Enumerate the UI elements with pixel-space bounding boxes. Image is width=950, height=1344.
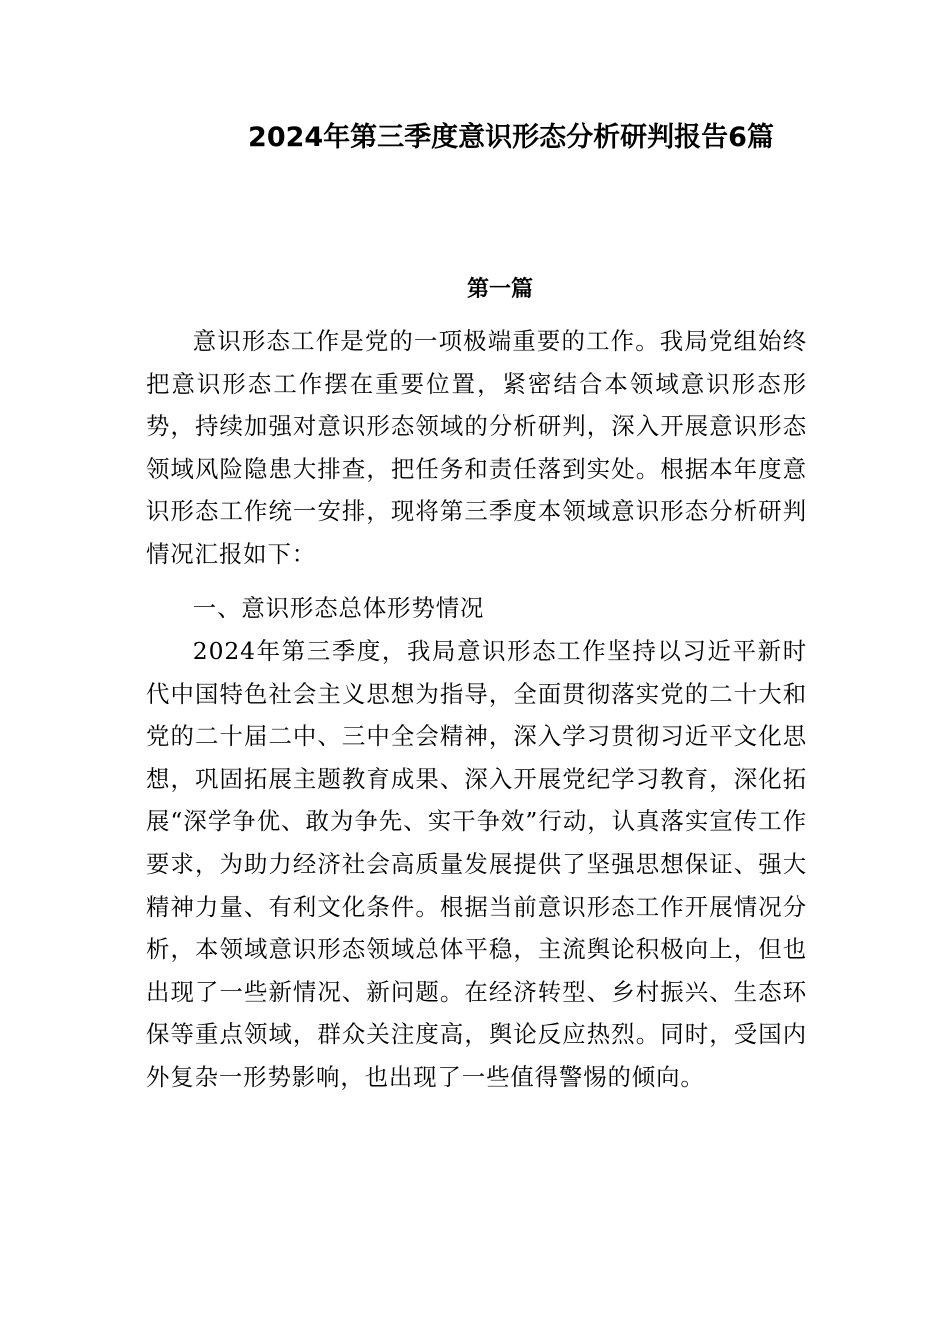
heading-block [146, 587, 807, 630]
intro-paragraph: 意识形态工作是党的一项极端重要的工作。我局党组始终把意识形态工作摆在重要位置，紧密结合本领域意识形态形势，持续加强对意识形态领域的分析研判，深入开展意识形态领域风险隐患大排查，把任务和责任落到实处。根据本年度意识形态工作统一安排，现将第三季度本领域意识形态分析研判情况汇报如下： [146, 327, 807, 568]
document-title: 2024年第三季度意识形态分析研判报告6篇 [248, 122, 774, 153]
paragraph-2: 2024年第三季度，我局意识形态工作坚持以习近平新时代中国特色社会主义思想为指导，全面贯彻落实党的二十大和党的二十届二中、三中全会精神，深入学习贯彻习近平文化思想，巩固拓展主题教育成果、深入开展党纪学习教育，深化拓展“深学争优、敢为争先、实干争效”行动，认真落实宣传工作要求，为助力经济社会高质量发展提供了坚强思想保证、强大精神力量、有利文化条件。根据当前意识形态工作开展情况分析，本领域意识形态领域总体平稳，主流舆论积极向上，但也出现了一些新情况、新问题。在经济转型、乡村振兴、生态环保等重点领域，群众关注度高，舆论反应热烈。同时，受国内外复杂一形势影响，也出现了一些值得警惕的倾向。 [146, 637, 807, 1091]
section-title: 第一篇 [466, 277, 533, 302]
intro-paragraph-block [146, 320, 807, 576]
paragraph-2-block [146, 630, 807, 1099]
section-heading-1: 一、意识形态总体形势情况 [192, 594, 485, 622]
